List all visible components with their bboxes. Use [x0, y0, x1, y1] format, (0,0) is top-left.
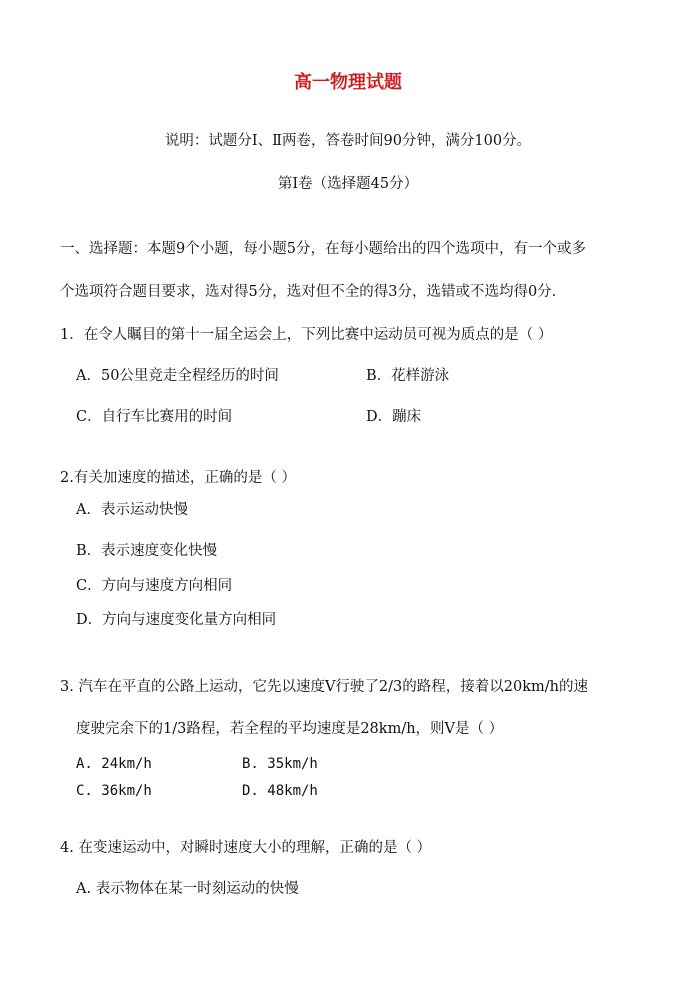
page-title: 高一物理试题: [294, 72, 402, 93]
question-1-option-c: C．自行车比赛用的时间: [76, 409, 233, 425]
question-4-stem: 4. 在变速运动中，对瞬时速度大小的理解，正确的是（ ）: [60, 840, 432, 856]
question-1-option-d: D．蹦床: [366, 409, 422, 425]
question-2-option-b: B．表示速度变化快慢: [76, 543, 218, 559]
question-3-option-c: C. 36km/h: [76, 783, 152, 799]
question-2-option-d: D．方向与速度变化量方向相同: [76, 612, 277, 628]
question-3-option-b: B. 35km/h: [242, 756, 318, 772]
question-1-option-b: B．花样游泳: [366, 368, 450, 384]
question-4-option-a: A. 表示物体在某一时刻运动的快慢: [76, 881, 299, 897]
exam-note: 说明：试题分Ⅰ、Ⅱ两卷，答卷时间90分钟，满分100分。: [164, 133, 532, 149]
part-instructions-line-2: 个选项符合题目要求，选对得5分，选对但不全的得3分，选错或不选均得0分.: [60, 284, 557, 300]
question-3-option-d: D. 48km/h: [242, 783, 318, 799]
question-2-option-a: A．表示运动快慢: [76, 502, 188, 518]
question-1-option-a: A．50公里竞走全程经历的时间: [76, 368, 279, 384]
part-instructions-line-1: 一、选择题：本题9个小题，每小题5分，在每小题给出的四个选项中，有一个或多: [60, 241, 586, 257]
question-3-option-a: A. 24km/h: [76, 756, 152, 772]
section-heading: 第Ⅰ卷（选择题45分）: [277, 176, 419, 192]
question-3-stem-line-2: 度驶完余下的1/3路程，若全程的平均速度是28km/h，则V是（ ）: [76, 721, 504, 737]
question-2-stem: 2.有关加速度的描述，正确的是（ ）: [60, 470, 296, 486]
question-1-stem: 1．在令人瞩目的第十一届全运会上，下列比赛中运动员可视为质点的是（ ）: [60, 327, 553, 343]
question-2-option-c: C．方向与速度方向相同: [76, 578, 233, 594]
question-3-stem-line-1: 3. 汽车在平直的公路上运动，它先以速度V行驶了2/3的路程，接着以20km/h的速: [60, 679, 588, 695]
